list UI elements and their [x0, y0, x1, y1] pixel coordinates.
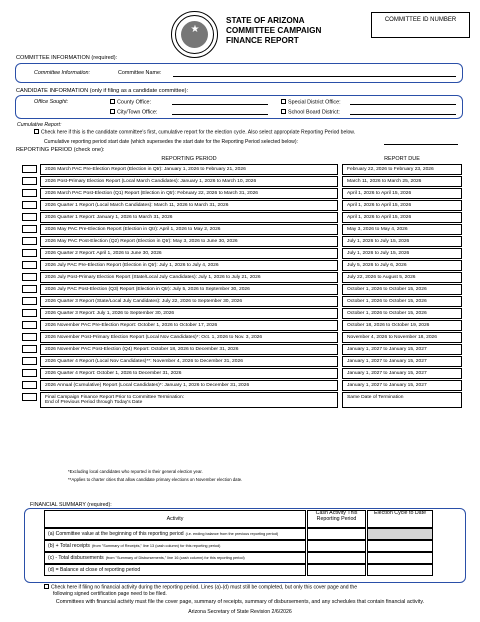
reporting-period-checkbox[interactable] [22, 225, 37, 233]
revision-note: Arizona Secretary of State Revision 2/6/2026 [188, 609, 292, 615]
reporting-period-cell: 2026 Quarter 1 Report (Local March Candidates): March 11, 2026 to March 31, 2026 [40, 200, 338, 211]
report-due-cell: January 1, 2027 to January 15, 2027 [342, 380, 462, 391]
reporting-period-row[interactable] [40, 368, 463, 380]
reporting-period-cell: 2026 July PAC Pre-Election Report (Election in Qtr): July 1, 2026 to July 4, 2026 [40, 260, 338, 271]
reporting-period-cell: 2026 March PAC Post-Election (Q1) Report (Election in Qtr): February 22, 2026 to March 31, 2026 [40, 188, 338, 199]
special-district-option[interactable] [281, 99, 341, 106]
report-due-cell: April 1, 2026 to April 15, 2026 [342, 200, 462, 211]
reporting-period-cell: 2026 March PAC Pre-Election Report (Election in Qtr): January 1, 2026 to February 21, 2026 [40, 164, 338, 175]
activity-header-cell [44, 510, 306, 528]
reporting-period-row[interactable] [40, 248, 463, 260]
committee-name-input[interactable] [173, 76, 456, 77]
report-due-cell: July 1, 2026 to July 15, 2026 [342, 236, 462, 247]
report-due-cell: October 1, 2026 to October 15, 2026 [342, 284, 462, 295]
arizona-state-seal [171, 11, 218, 58]
reporting-period-row[interactable] [40, 176, 463, 188]
reporting-period-row[interactable] [40, 212, 463, 224]
reporting-period-row[interactable] [40, 272, 463, 284]
reporting-period-row[interactable] [40, 164, 463, 176]
reporting-period-cell: 2026 Quarter 4 Report (Local Nov Candidates)**: November 4, 2026 to December 31, 2026 [40, 356, 338, 367]
reporting-period-checkbox[interactable] [22, 309, 37, 317]
school-board-input[interactable] [350, 114, 456, 115]
reporting-period-checkbox[interactable] [22, 201, 37, 209]
county-office-option[interactable] [110, 99, 151, 106]
reporting-period-cell: 2026 Annual (Cumulative) Report (Local Candidates)*: January 1, 2026 to December 31, 2026 [40, 380, 338, 391]
financial-row-label: (c) - Total disbursements [48, 555, 104, 561]
financial-row-label: (b) + Total receipts [48, 543, 90, 549]
cash-activity-column-header: Cash Activity This Reporting Period [315, 510, 358, 522]
reporting-period-row[interactable] [40, 284, 463, 296]
reporting-period-checkbox[interactable] [22, 369, 37, 377]
report-due-cell: July 22, 2026 to August 5, 2026 [342, 272, 462, 283]
no-activity-checkbox[interactable] [44, 584, 49, 589]
report-due-cell: October 18, 2026 to October 19, 2026 [342, 320, 462, 331]
reporting-period-checkbox[interactable] [22, 189, 37, 197]
cash-activity-input[interactable] [307, 564, 366, 576]
reporting-period-checkbox[interactable] [22, 357, 37, 365]
reporting-period-cell: 2026 November PAC Post-Election (Q4) Report: October 18, 2026 to December 31, 2026 [40, 344, 338, 355]
election-cycle-input[interactable] [367, 552, 433, 564]
reporting-period-checkbox[interactable] [22, 261, 37, 269]
cumulative-checkbox[interactable] [34, 129, 39, 134]
report-due-column-header: REPORT DUE [384, 156, 420, 162]
city-town-office-input[interactable] [172, 114, 268, 115]
office-sought-label: Office Sought: [34, 99, 69, 105]
reporting-period-cell: 2026 July Post-Primary Election Report (State/Local July Candidates): July 1, 2026 to July 21, 2026 [40, 272, 338, 283]
reporting-period-cell: 2026 Quarter 2 Report: April 1, 2026 to June 30, 2026 [40, 248, 338, 259]
reporting-period-checkbox[interactable] [22, 333, 37, 341]
reporting-period-row[interactable] [40, 224, 463, 236]
final-report-due-cell: Same Date of Termination [342, 392, 462, 408]
county-office-label: County Office: [117, 99, 152, 106]
report-due-cell: April 1, 2026 to April 15, 2026 [342, 212, 462, 223]
reporting-period-cell: 2026 Quarter 4 Report: October 1, 2026 to December 31, 2026 [40, 368, 338, 379]
report-due-cell: February 22, 2026 to February 23, 2026 [342, 164, 462, 175]
reporting-period-row[interactable] [40, 260, 463, 272]
financial-summary-row [44, 564, 306, 576]
reporting-period-cell: 2026 Post-Primary Election Report (Local March Candidates): January 1, 2026 to March 10, 2026 [40, 176, 338, 187]
reporting-period-checkbox[interactable] [22, 165, 37, 173]
cumulative-check-text: Check here if this is the candidate committee's first, cumulative report for the election cycle. Also select appropriate Reporting Period below. [41, 129, 356, 136]
footnote-2: **Applies to charter cities that allow candidate primary elections on November election date. [68, 477, 243, 482]
candidate-info-heading: CANDIDATE INFORMATION (only if filing as a candidate committee): [16, 88, 188, 94]
candidate-info-box [15, 95, 463, 119]
financial-row-label: (d) = Balance at close of reporting period [48, 567, 141, 573]
reporting-period-checkbox[interactable] [22, 321, 37, 329]
title-line-2: COMMITTEE CAMPAIGN [226, 26, 322, 36]
report-due-cell: November 4, 2026 to November 18, 2026 [342, 332, 462, 343]
title-line-3: FINANCE REPORT [226, 36, 299, 46]
no-activity-option[interactable] [44, 584, 357, 591]
financial-summary-heading: FINANCIAL SUMMARY (required): [30, 502, 112, 508]
county-office-input[interactable] [172, 104, 268, 105]
reporting-period-checkbox[interactable] [22, 177, 37, 185]
reporting-period-cell: 2026 May PAC Post-Election (Q2) Report (Election in Qtr): May 3, 2026 to June 30, 2026 [40, 236, 338, 247]
report-due-cell: January 1, 2027 to January 15, 2027 [342, 344, 462, 355]
reporting-period-checkbox[interactable] [22, 273, 37, 281]
activity-column-header: Activity [166, 516, 184, 522]
cash-header-cell [307, 510, 366, 528]
election-cycle-input[interactable] [367, 564, 433, 576]
reporting-period-checkbox[interactable] [22, 249, 37, 257]
reporting-period-row[interactable] [40, 296, 463, 308]
final-report-line-1: Final Campaign Finance Report Prior to Committee Termination: [45, 395, 185, 400]
city-town-office-checkbox[interactable] [110, 109, 115, 114]
report-due-cell: October 1, 2026 to October 15, 2026 [342, 308, 462, 319]
financial-row-label: (a) Committee value at the beginning of this reporting period [48, 531, 184, 537]
committee-info-heading: COMMITTEE INFORMATION (required): [16, 55, 118, 61]
committee-info-label: Committee Information: [34, 70, 91, 76]
reporting-period-cell: 2026 May PAC Pre-Election Report (Election in Qtr): April 1, 2026 to May 2, 2026 [40, 224, 338, 235]
special-district-checkbox[interactable] [281, 99, 286, 104]
special-district-input[interactable] [350, 104, 456, 105]
reporting-period-checkbox[interactable] [22, 213, 37, 221]
reporting-period-row[interactable] [40, 380, 463, 392]
reporting-period-heading: REPORTING PERIOD (check one): [16, 147, 105, 153]
reporting-period-row[interactable] [40, 320, 463, 332]
reporting-period-cell: 2026 Quarter 3 Report (State/Local July Candidates): July 22, 2026 to September 30, 2026 [40, 296, 338, 307]
financial-summary-row [44, 528, 306, 540]
reporting-period-cell: 2026 Quarter 3 Report: July 1, 2026 to September 30, 2026 [40, 308, 338, 319]
report-due-cell: January 1, 2027 to January 15, 2027 [342, 368, 462, 379]
reporting-period-checkbox[interactable] [22, 381, 37, 389]
financial-row-note: (i.e. ending balance from the previous reporting period) [185, 532, 279, 536]
report-due-cell: October 1, 2026 to October 15, 2026 [342, 296, 462, 307]
city-town-office-option[interactable] [110, 109, 157, 116]
reporting-period-row[interactable] [40, 356, 463, 368]
reporting-period-cell: 2026 November PAC Pre-Election Report: October 1, 2026 to October 17, 2026 [40, 320, 338, 331]
cash-activity-input[interactable] [307, 552, 366, 564]
cumulative-check-option[interactable] [34, 129, 355, 136]
reporting-period-row[interactable] [40, 236, 463, 248]
reporting-period-cell: 2026 November Post-Primary Election Report (Local Nov Candidates)*: Oct. 1, 2026 to Nov. 3, 2026 [40, 332, 338, 343]
seal-star-icon: ★ [190, 24, 200, 35]
no-activity-text-2: following signed certification page need to be filed. [53, 591, 167, 597]
report-due-cell: May 3, 2026 to May 4, 2026 [342, 224, 462, 235]
school-board-checkbox[interactable] [281, 109, 286, 114]
cumulative-start-date-text: Cumulative reporting period start date (which supersedes the start date for the Reporting Period selected below): [44, 139, 298, 145]
report-due-cell: January 1, 2027 to January 15, 2027 [342, 356, 462, 367]
reporting-period-column-header: REPORTING PERIOD [161, 156, 217, 162]
reporting-period-cell: 2026 July PAC Post-Election (Q3) Report (Election in Qtr): July 5, 2026 to September 30, 2026 [40, 284, 338, 295]
committee-id-label: COMMITTEE ID NUMBER [384, 17, 457, 23]
reporting-period-row[interactable] [40, 308, 463, 320]
cumulative-start-date-input[interactable] [384, 144, 458, 145]
reporting-period-row[interactable] [40, 188, 463, 200]
cash-activity-input[interactable] [307, 528, 366, 540]
final-report-row[interactable] [40, 392, 463, 408]
committee-id-field[interactable] [371, 12, 470, 38]
final-report-period-cell [40, 392, 338, 408]
election-cycle-column-header: Election Cycle to Date [373, 510, 427, 516]
election-cycle-input[interactable] [367, 540, 433, 552]
report-due-cell: July 1, 2026 to July 15, 2026 [342, 248, 462, 259]
special-district-label: Special District Office: [288, 99, 341, 106]
city-town-office-label: City/Town Office: [117, 109, 158, 116]
election-cycle-input[interactable] [367, 528, 433, 540]
reporting-period-checkbox[interactable] [22, 345, 37, 353]
final-report-checkbox[interactable] [22, 393, 37, 401]
footnote-1: *Excluding local candidates who reported in their general election year. [68, 469, 203, 474]
reporting-period-checkbox[interactable] [22, 285, 37, 293]
filing-notice: Committees with financial activity must file the cover page, summary of receipts, summary of disbursements, and any schedules that contain financial activity. [55, 599, 425, 605]
school-board-label: School Board District: [288, 109, 340, 116]
reporting-period-checkbox[interactable] [22, 297, 37, 305]
cash-activity-input[interactable] [307, 540, 366, 552]
final-report-line-2: End of Previous Period through Today's Date [45, 400, 143, 405]
report-due-cell: July 5, 2026 to July 6, 2026 [342, 260, 462, 271]
financial-row-note: (from "Summary of Receipts," line 13 (cash column) for this reporting period) [91, 544, 221, 548]
reporting-period-checkbox[interactable] [22, 237, 37, 245]
title-line-1: STATE OF ARIZONA [226, 16, 305, 25]
report-due-cell: March 11, 2026 to March 25, 2026 [342, 176, 462, 187]
form-title [226, 16, 321, 47]
county-office-checkbox[interactable] [110, 99, 115, 104]
committee-name-label: Committee Name: [118, 70, 162, 76]
reporting-period-row[interactable] [40, 332, 463, 344]
reporting-period-cell: 2026 Quarter 1 Report: January 1, 2026 to March 31, 2026 [40, 212, 338, 223]
school-board-option[interactable] [281, 109, 340, 116]
financial-summary-row [44, 552, 306, 564]
cumulative-report-label: Cumulative Report: [17, 122, 62, 128]
reporting-period-row[interactable] [40, 344, 463, 356]
financial-row-note: (from "Summary of Disbursements," line 16 (cash column) for this reporting period) [105, 556, 245, 560]
reporting-period-row[interactable] [40, 200, 463, 212]
no-activity-text-1: Check here if filing no financial activity during the reporting period. Lines (a)-(d) must still be completed, but only this cover page and the [51, 584, 358, 591]
report-due-cell: April 1, 2026 to April 15, 2026 [342, 188, 462, 199]
cycle-header-cell [367, 510, 433, 528]
financial-summary-row [44, 540, 306, 552]
